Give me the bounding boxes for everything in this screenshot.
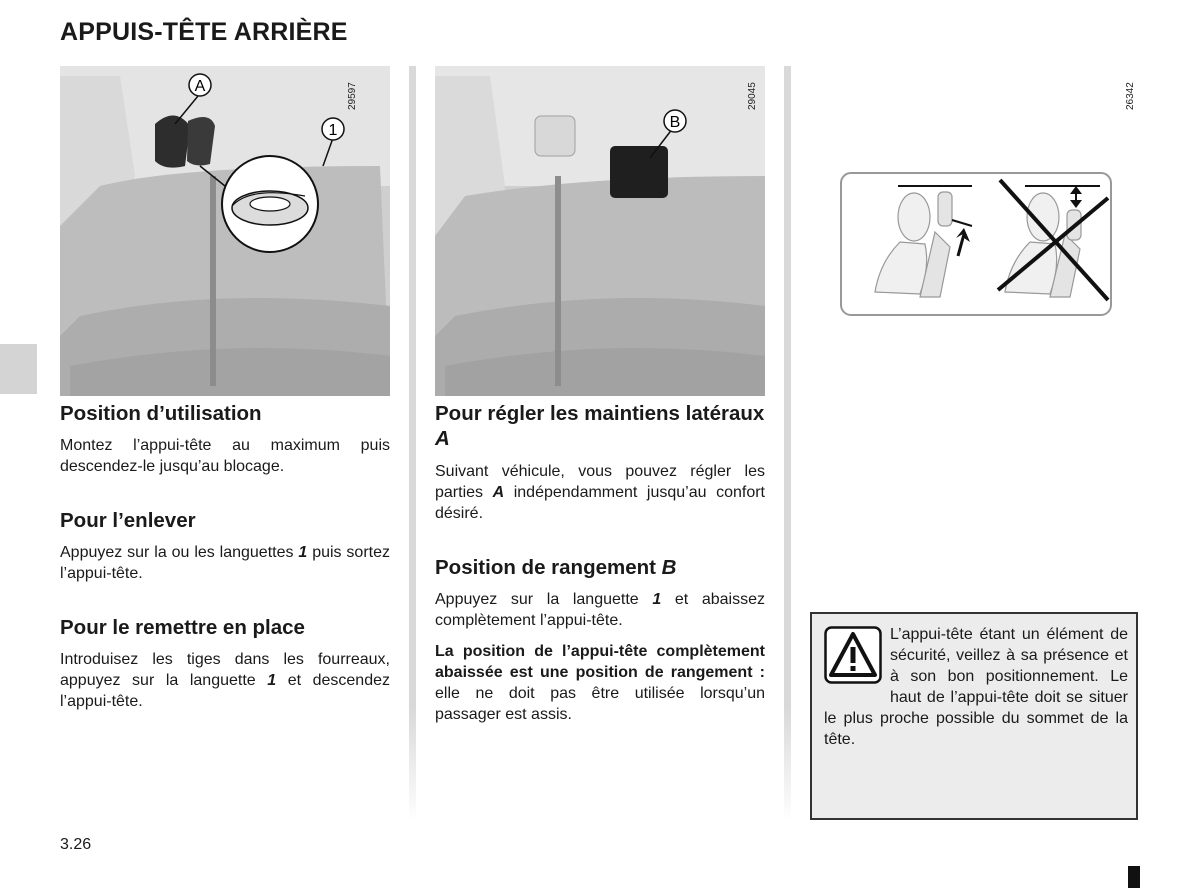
page-title: APPUIS-TÊTE ARRIÈRE [60,18,348,46]
label-1: 1 [328,122,338,139]
section-title-remove: Pour l’enlever [60,509,196,532]
section-title-reinstall: Pour le remettre en place [60,616,305,639]
warning-box [810,612,1138,820]
section-text-storage-warning: La position de l’appui-tête complètement abaissée est une position de rangement : elle ne doit pas être utilisée lorsqu’un passager est assis. [435,643,765,723]
warning-triangle-icon [824,626,882,684]
column-divider-1 [409,66,416,822]
section-text-reinstall: Introduisez les tiges dans les fourreaux, appuyez sur la languette 1 et descendez l’appui-tête. [60,651,391,710]
figure-headrest-use [60,66,390,396]
section-text-lateral-supports: Suivant véhicule, vous pouvez régler les parties A indépendamment jusqu’au confort désiré. [435,463,765,522]
page-number: 3.26 [60,836,92,853]
section-text-remove: Appuyez sur la ou les languettes 1 puis sortez l’appui-tête. [60,544,391,582]
section-text-use-position: Montez l’appui-tête au maximum puis descendez-le jusqu’au blocage. [60,437,390,475]
chapter-side-tab [0,344,37,394]
column-divider-2 [784,66,791,822]
figure-code: 29597 [347,82,358,110]
section-title-storage-position: Position de rangement B [435,556,677,579]
section-title-use-position: Position d’utilisation [60,402,262,425]
figure-headrest-storage [435,66,765,396]
figure-code: 29045 [747,82,758,110]
figure-headrest-position-diagram [840,172,1112,316]
label-a: A [194,78,206,95]
label-b: B [669,114,681,131]
section-text-storage-position: Appuyez sur la languette 1 et abaissez complètement l’appui-tête. [435,591,765,629]
figure-code: 26342 [1125,82,1136,110]
section-title-lateral-supports: Pour régler les maintiens latéraux A [435,402,765,450]
warning-text: L’appui-tête étant un élément de sécurité, veillez à sa présence et à son bon positionnement. Le haut de l’appui-tête doit se situer le plus proche possible du sommet de la tête. [824,626,1128,748]
page-edge-marker [1128,866,1140,888]
